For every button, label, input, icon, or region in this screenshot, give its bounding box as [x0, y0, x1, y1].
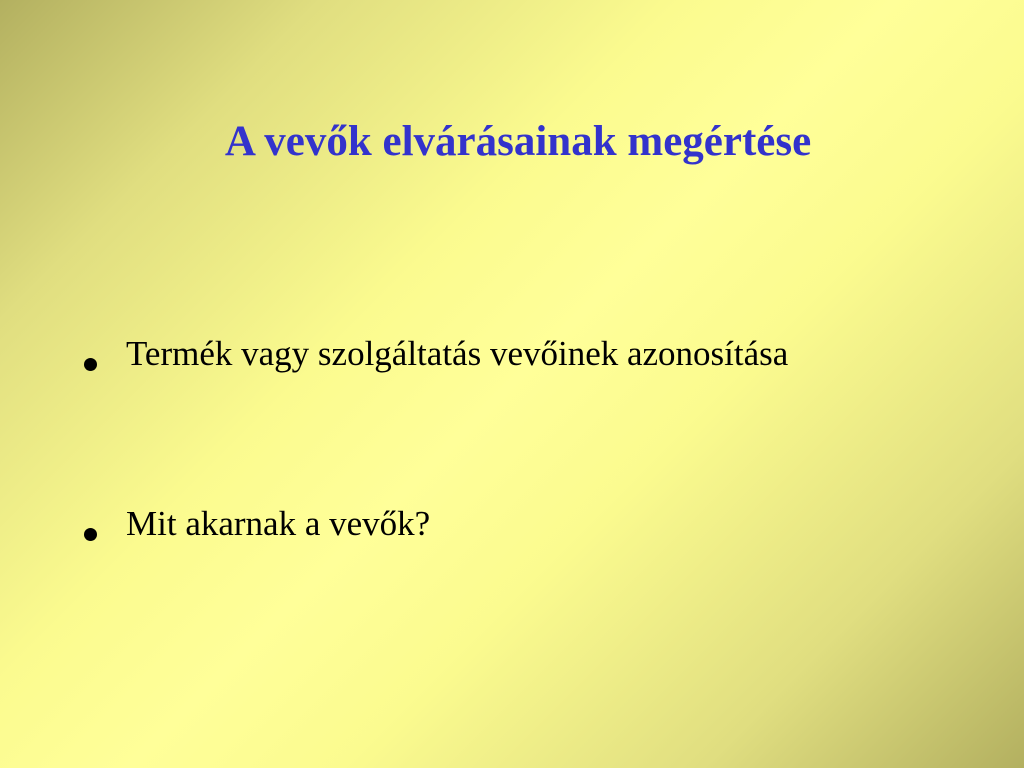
bullet-dot-icon: [84, 528, 97, 541]
bullet-text: Termék vagy szolgáltatás vevőinek azonosítása: [126, 334, 789, 373]
bullet-dot-icon: [84, 358, 97, 371]
slide-title: A vevők elvárásainak megértése: [224, 118, 812, 165]
bullet-item: [84, 332, 788, 376]
bullet-item: [84, 502, 430, 546]
bullet-text: Mit akarnak a vevők?: [126, 504, 431, 543]
